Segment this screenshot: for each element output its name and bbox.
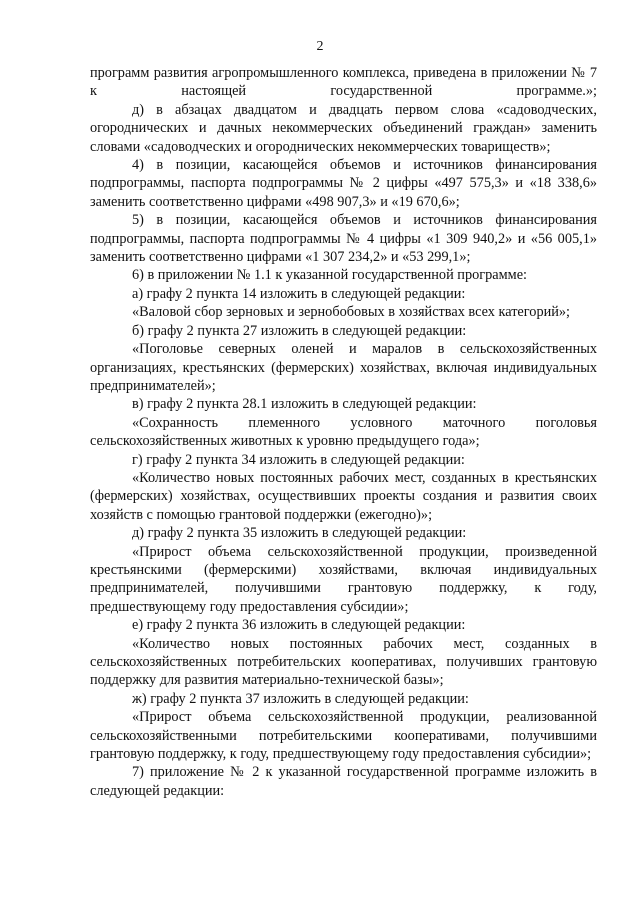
paragraph: а) графу 2 пункта 14 изложить в следующей редакции:	[132, 285, 466, 302]
paragraph: 7) приложение № 2 к указанной государственной программе изложить в следующей редакции:	[90, 764, 597, 799]
paragraph: «Прирост объема сельскохозяйственной продукции, произведенной крестьянскими (фермерскими) хозяйствами, включая индивидуальных предпринимателей, получившими грантовую поддержку, к году, предшествующему году предоставления субсидии»;	[90, 543, 597, 615]
paragraph: «Сохранность племенного условного маточного поголовья сельскохозяйственных животных к уровню предыдущего года»;	[90, 414, 597, 450]
paragraph: д) в абзацах двадцатом и двадцать первом слова «садоводческих, огороднических и дачных некоммерческих объединений граждан» заменить словами «садоводческих и огороднических некоммерческих товариществ»;	[90, 101, 597, 155]
paragraph: б) графу 2 пункта 27 изложить в следующей редакции:	[132, 322, 467, 339]
paragraph: «Валовой сбор зерновых и зернобобовых в хозяйствах всех категорий»;	[132, 304, 571, 321]
paragraph: программ развития агропромышленного комплекса, приведена в приложении № 7 к настоящей государственной программе.»;	[90, 65, 597, 100]
paragraph: 4) в позиции, касающейся объемов и источников финансирования подпрограммы, паспорта подпрограммы № 2 цифры «497 575,3» и «18 338,6» заменить соответственно цифрами «498 907,3» и «19 670,6»;	[90, 157, 597, 210]
paragraph: ж) графу 2 пункта 37 изложить в следующей редакции:	[132, 690, 469, 707]
paragraph: «Количество новых постоянных рабочих мест, созданных в сельскохозяйственных потребительских кооперативах, получивших грантовую поддержку для развития материально-технической базы»;	[90, 635, 597, 689]
paragraph: «Количество новых постоянных рабочих мест, созданных в крестьянских (фермерских) хозяйствах, осуществивших проекты создания и развития своих хозяйств с помощью грантовой поддержки (ежегодно)»;	[90, 469, 597, 523]
paragraph: е) графу 2 пункта 36 изложить в следующей редакции:	[132, 617, 466, 634]
paragraph: д) графу 2 пункта 35 изложить в следующей редакции:	[132, 525, 467, 542]
paragraph: 5) в позиции, касающейся объемов и источников финансирования подпрограммы, паспорта подпрограммы № 4 цифры «1 309 940,2» и «56 005,1» заменить соответственно цифрами «1 307 234,2» и «53 299,1»;	[90, 212, 597, 266]
paragraph: 6) в приложении № 1.1 к указанной государственной программе:	[132, 267, 528, 284]
paragraph: «Прирост объема сельскохозяйственной продукции, реализованной сельскохозяйственными потребительскими кооперативами, получившими грантовую поддержку, к году, предшествующему году предоставления субсидии»;	[90, 709, 597, 763]
paragraph: в) графу 2 пункта 28.1 изложить в следующей редакции:	[132, 396, 477, 413]
paragraph: г) графу 2 пункта 34 изложить в следующей редакции:	[132, 451, 465, 468]
page-number: 2	[316, 39, 324, 54]
paragraph: «Поголовье северных оленей и маралов в сельскохозяйственных организациях, крестьянских (фермерских) хозяйствах, включая индивидуальных предпринимателей»;	[90, 341, 597, 394]
document-body	[90, 64, 597, 800]
